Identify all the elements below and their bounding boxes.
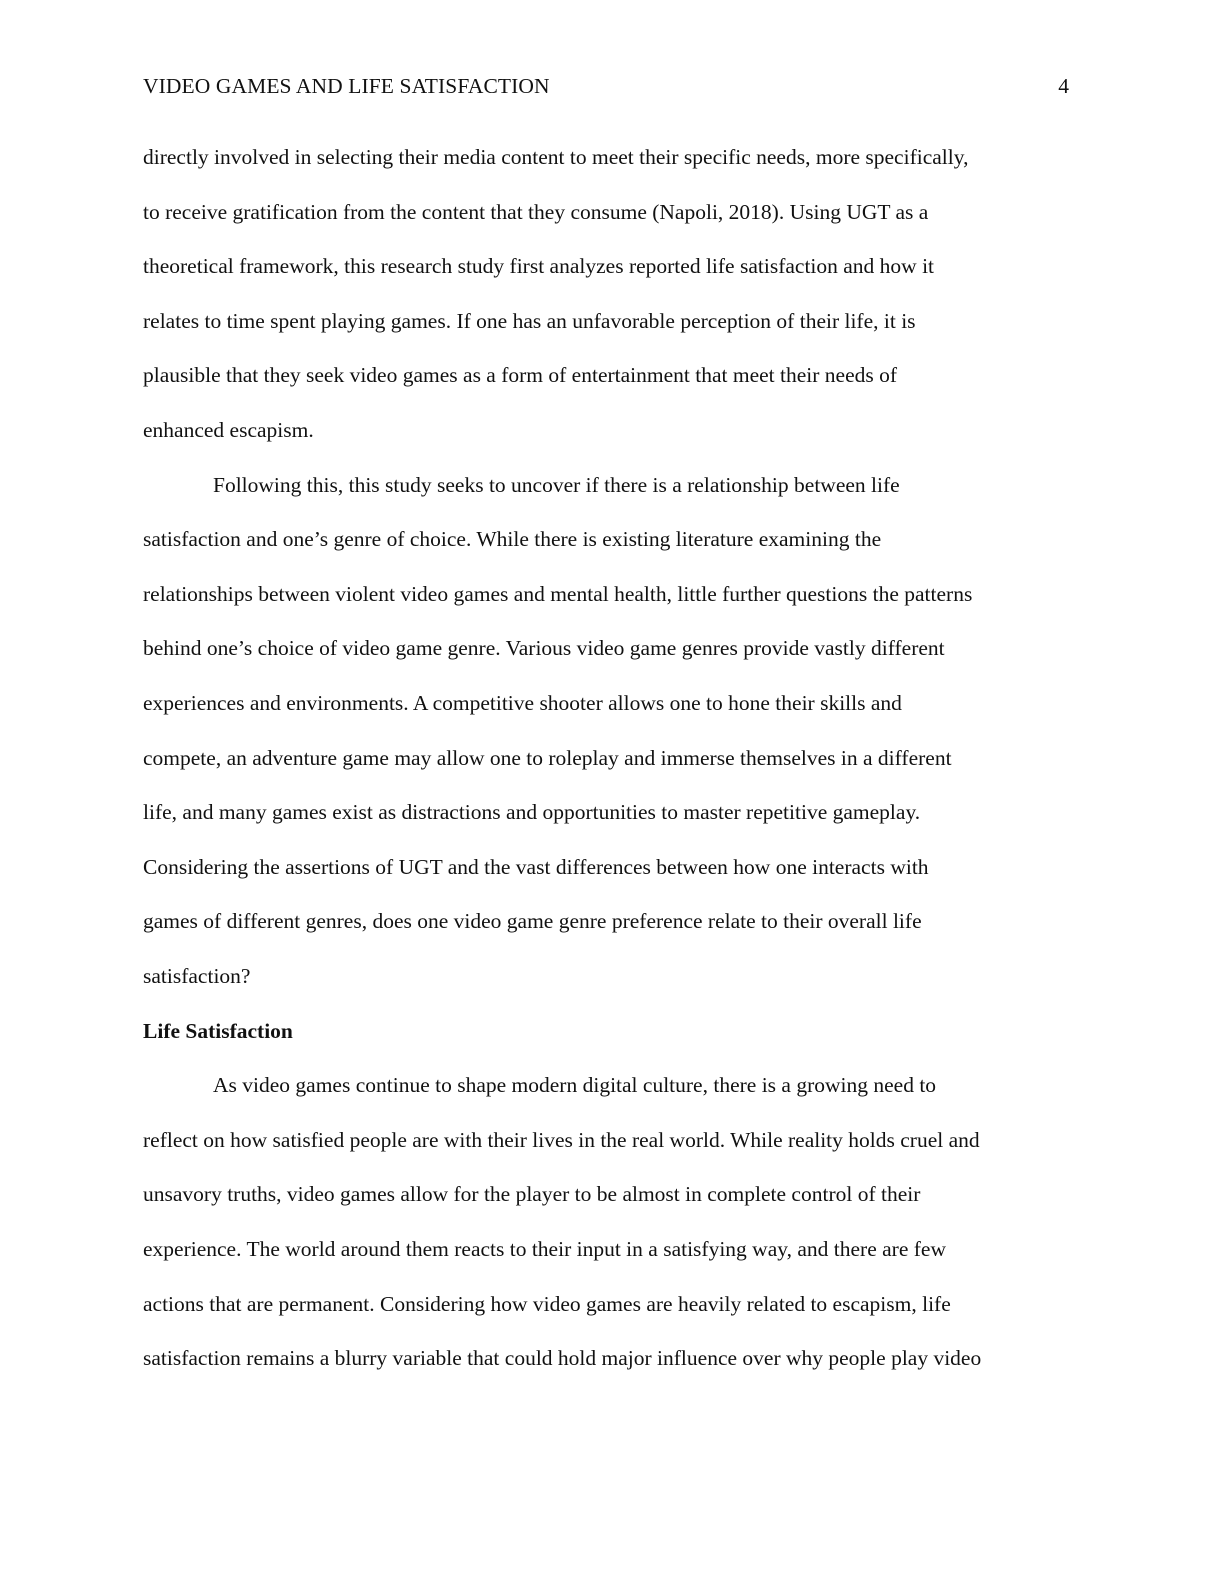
body-line: theoretical framework, this research study first analyzes reported life satisfaction and how it <box>143 254 935 278</box>
body-line: experiences and environments. A competitive shooter allows one to hone their skills and <box>143 691 902 715</box>
body-line: Considering the assertions of UGT and the vast differences between how one interacts with <box>143 855 929 879</box>
body-line: enhanced escapism. <box>143 418 314 442</box>
body-line: As video games continue to shape modern digital culture, there is a growing need to <box>213 1073 937 1097</box>
body-line: Following this, this study seeks to uncover if there is a relationship between life <box>213 473 900 497</box>
body-line: compete, an adventure game may allow one to roleplay and immerse themselves in a different <box>143 746 952 770</box>
body-line: reflect on how satisfied people are with their lives in the real world. While reality holds cruel and <box>143 1128 980 1152</box>
body-line: relationships between violent video games and mental health, little further questions the patterns <box>143 582 973 606</box>
body-line: actions that are permanent. Considering how video games are heavily related to escapism, life <box>143 1292 951 1316</box>
body-line: unsavory truths, video games allow for the player to be almost in complete control of their <box>143 1182 921 1206</box>
section-heading: Life Satisfaction <box>143 1019 293 1043</box>
body-line: relates to time spent playing games. If one has an unfavorable perception of their life, it is <box>143 309 916 333</box>
body-line: to receive gratification from the content that they consume (Napoli, 2018). Using UGT as a <box>143 200 929 224</box>
body-line: life, and many games exist as distractions and opportunities to master repetitive gameplay. <box>143 800 921 824</box>
running-head: VIDEO GAMES AND LIFE SATISFACTION <box>143 74 550 98</box>
body-line: experience. The world around them reacts to their input in a satisfying way, and there are few <box>143 1237 946 1261</box>
body-line: games of different genres, does one video game genre preference relate to their overall life <box>143 909 922 933</box>
body-line: satisfaction remains a blurry variable that could hold major influence over why people play video <box>143 1346 982 1370</box>
body-line: satisfaction and one’s genre of choice. While there is existing literature examining the <box>143 527 882 551</box>
body-line: plausible that they seek video games as a form of entertainment that meet their needs of <box>143 363 898 387</box>
page-number: 4 <box>1058 74 1069 98</box>
body-line: behind one’s choice of video game genre. Various video game genres provide vastly different <box>143 636 945 660</box>
body-line: directly involved in selecting their media content to meet their specific needs, more specifically, <box>143 145 969 169</box>
body-line: satisfaction? <box>143 964 251 988</box>
